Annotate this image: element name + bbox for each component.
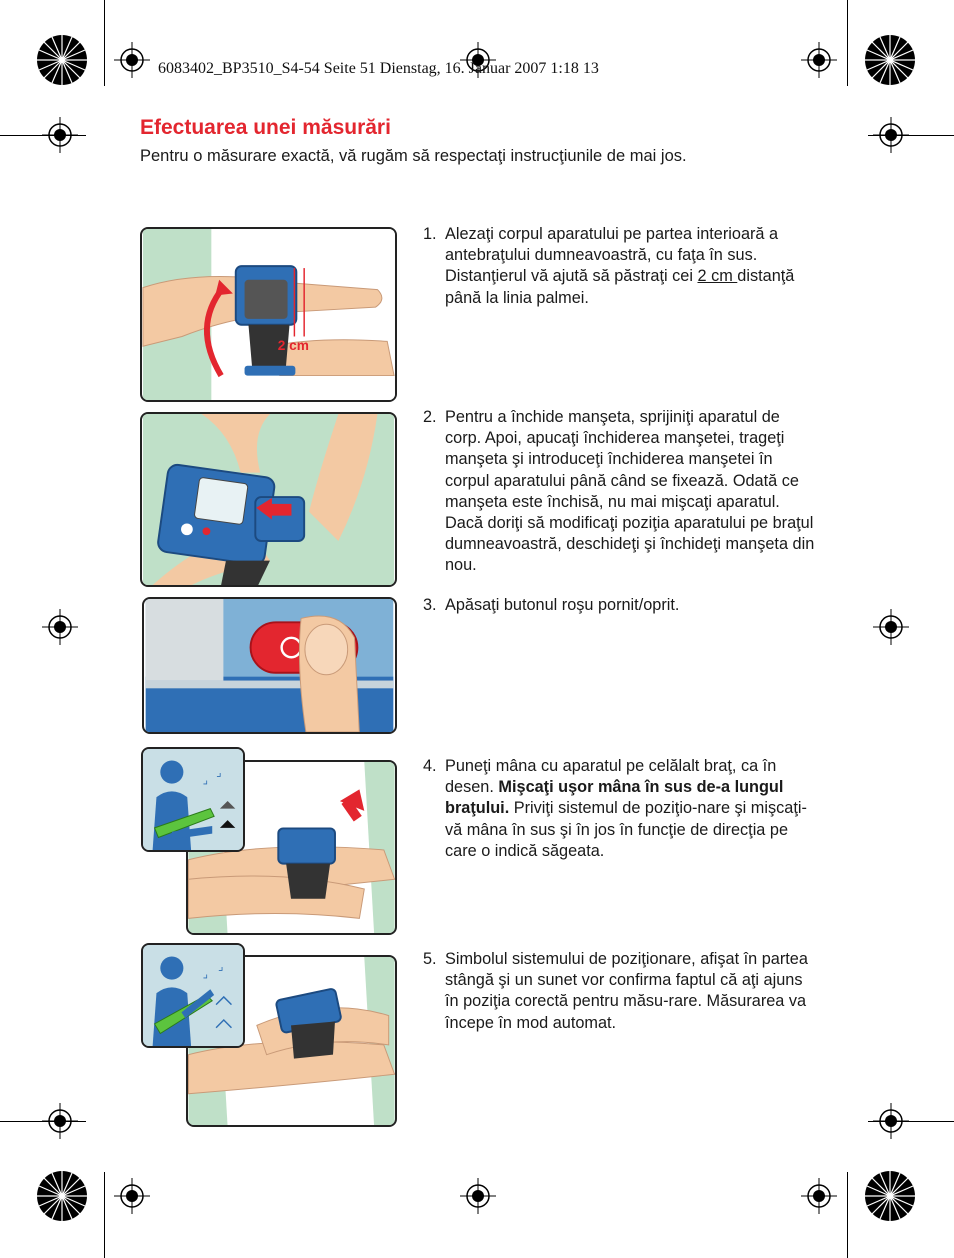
registration-mark-icon: [42, 609, 78, 645]
step-5: [423, 949, 818, 1034]
step-4: [423, 756, 818, 862]
registration-mark-icon: [873, 117, 909, 153]
registration-mark-icon: [460, 1178, 496, 1214]
step-number: 2.: [423, 408, 437, 426]
step-text: Apăsaţi butonul roşu pornit/oprit.: [445, 596, 680, 614]
star-target-icon: [36, 34, 88, 86]
step-text-part: distanţă până la linia palmei.: [445, 267, 795, 307]
svg-text:⌟: ⌟: [202, 968, 209, 981]
registration-mark-icon: [114, 1178, 150, 1214]
positioning-inset-step-5: [141, 943, 245, 1048]
step-text-bold: Mişcaţi uşor mâna în sus de-a lungul braţului.: [445, 778, 784, 818]
step-text: Simbolul sistemului de poziţionare, afişat în partea stângă şi un sunet vor confirma faptul că aţi ajuns în poziţia corectă pentru măsu-rare. Măsurarea va începe în mod automat.: [445, 950, 808, 1032]
illustration-step-2: [140, 412, 397, 587]
crop-line: [104, 1172, 105, 1258]
page-title: Efectuarea unei măsurări: [140, 116, 391, 139]
crop-line: [104, 0, 105, 86]
registration-mark-icon: [42, 1103, 78, 1139]
step-text: Pentru a închide manşeta, sprijiniţi aparatul de corp. Apoi, apucaţi închiderea manşetei, trageţi manşeta şi introduceţi închiderea manşetei în corpul aparatului până când se fixează. Odată ce manşeta este închisă, nu mai mişcaţi aparatul. Dacă doriţi să modificaţi poziţia aparatului pe braţul dumneavoastră, deschideţi şi închideţi manşeta din nou.: [445, 408, 815, 575]
step-number: 1.: [423, 225, 437, 243]
svg-text:⌟: ⌟: [202, 774, 209, 787]
svg-text:⌟: ⌟: [218, 961, 224, 974]
step-number: 4.: [423, 757, 437, 775]
star-target-icon: [864, 34, 916, 86]
registration-mark-icon: [801, 1178, 837, 1214]
step-text: [445, 756, 818, 862]
crop-line: [847, 0, 848, 86]
distance-label: 2 cm: [277, 338, 309, 354]
svg-text:⌟: ⌟: [216, 766, 222, 779]
step-number: 3.: [423, 596, 437, 614]
step-text-part: Puneţi mâna cu aparatul pe celălalt braţ, ca în desen.: [445, 757, 777, 797]
registration-mark-icon: [42, 117, 78, 153]
registration-mark-icon: [801, 42, 837, 78]
registration-mark-icon: [114, 42, 150, 78]
step-3: [423, 595, 818, 616]
star-target-icon: [36, 1170, 88, 1222]
registration-mark-icon: [873, 1103, 909, 1139]
step-number: 5.: [423, 950, 437, 968]
illustration-step-3: [142, 597, 397, 734]
underlined-distance: 2 cm: [697, 267, 738, 286]
step-text-part: Priviţi sistemul de poziţio-nare şi mişcaţi-vă mâna în sus şi în jos în funcţie de direcţia pe care o indică săgeata.: [445, 799, 807, 860]
registration-mark-icon: [873, 609, 909, 645]
star-target-icon: [864, 1170, 916, 1222]
intro-text: Pentru o măsurare exactă, vă rugăm să respectaţi instrucţiunile de mai jos.: [140, 147, 687, 165]
positioning-inset-step-4: [141, 747, 245, 852]
illustration-step-1: [140, 227, 397, 402]
step-text-part: Alezaţi corpul aparatului pe partea interioară a antebraţului dumneavoastră, cu faţa în sus. Distanţierul vă ajută să păstraţi cei: [445, 225, 779, 286]
step-1: [423, 224, 818, 309]
print-header: 6083402_BP3510_S4-54 Seite 51 Dienstag, 16. Januar 2007 1:18 13: [158, 60, 599, 77]
step-2: [423, 407, 818, 577]
step-text: [445, 224, 818, 309]
crop-line: [847, 1172, 848, 1258]
